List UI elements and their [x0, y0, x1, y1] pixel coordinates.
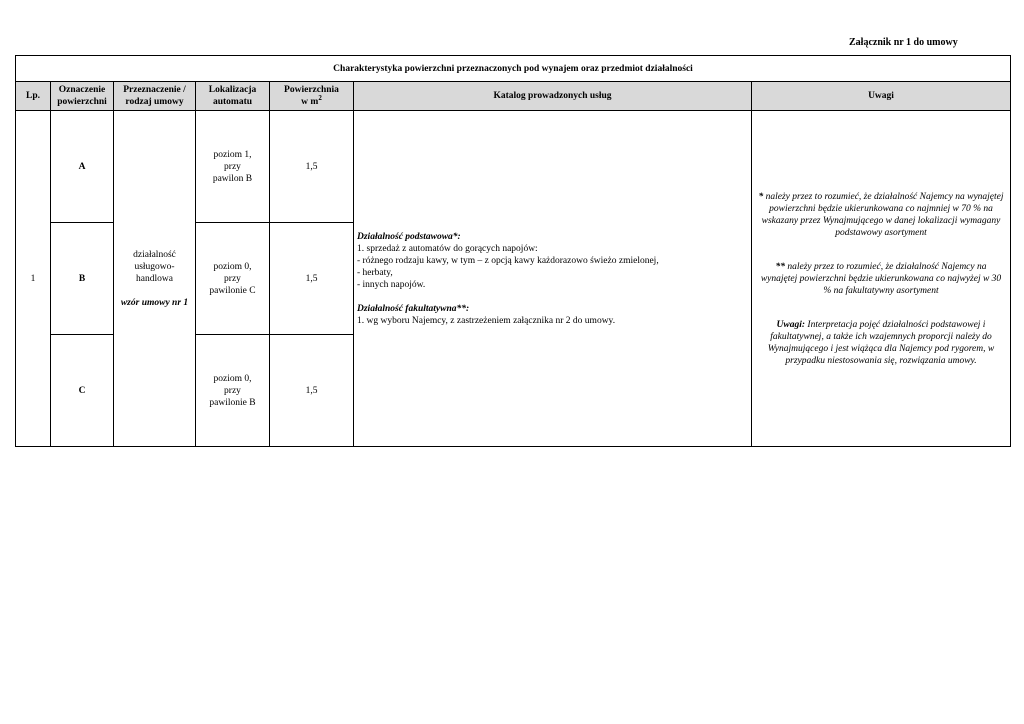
- attachment-label: Załącznik nr 1 do umowy: [849, 37, 958, 48]
- remark-note: Uwagi: Interpretacja pojęć działalności podstawowej i fakultatywnej, a także ich wzajemnych proporcji należy do Wynajmującego i jest wiążąca dla Najemcy pod rygorem, w przypadku niestosowania się, rozwiązania umowy.: [767, 319, 995, 366]
- designation-cell: B: [51, 223, 114, 335]
- area-cell: 1,5: [270, 223, 354, 335]
- table-row: [16, 111, 1011, 223]
- lease-table: [15, 55, 1011, 447]
- area-cell: 1,5: [270, 335, 354, 447]
- lp-cell: 1: [16, 111, 51, 447]
- header-area: Powierzchnia w $m^2$: [270, 82, 354, 111]
- designation-cell: A: [51, 111, 114, 223]
- header-designation: Oznaczenie powierzchni: [51, 82, 114, 111]
- header-purpose: Przeznaczenie / rodzaj umowy: [114, 82, 196, 111]
- catalog-cell: Działalność podstawowa*: 1. sprzedaż z automatów do gorących napojów: - różnego rodzaju kawy, w tym – z opcją kawy każdorazowo świeżo zmielonej, - herbaty, - innych napojów. Działalność fakultatywna**: 1. wg wyboru Najemcy, z zastrzeżeniem załącznika nr 2 do umowy.: [354, 111, 752, 447]
- purpose-cell: działalność usługowo- handlowa wzór umowy nr 1: [114, 111, 196, 447]
- location-cell: poziom 0, przy pawilonie C: [196, 223, 270, 335]
- header-location: Lokalizacja automatu: [196, 82, 270, 111]
- header-remarks: Uwagi: [752, 82, 1011, 111]
- header-lp: Lp.: [16, 82, 51, 111]
- location-cell: poziom 1, przy pawilon B: [196, 111, 270, 223]
- designation-cell: C: [51, 335, 114, 447]
- remark-optional: ** należy przez to rozumieć, że działalność Najemcy na wynajętej powierzchni będzie ukierunkowana co najwyżej w 30 % na fakultatywny asortyment: [760, 261, 1002, 296]
- header-catalog: Katalog prowadzonych usług: [354, 82, 752, 111]
- remarks-cell: [752, 111, 1011, 447]
- remark-basic: * należy przez to rozumieć, że działalność Najemcy na wynajętej powierzchni będzie ukierunkowana co najmniej w 70 % na wskazany przez Wynajmującego w danej lokalizacji wymagany podstawowy asortyment: [758, 191, 1004, 238]
- table-title: Charakterystyka powierzchni przeznaczonych pod wynajem oraz przedmiot działalności: [16, 56, 1011, 82]
- location-cell: poziom 0, przy pawilonie B: [196, 335, 270, 447]
- area-cell: 1,5: [270, 111, 354, 223]
